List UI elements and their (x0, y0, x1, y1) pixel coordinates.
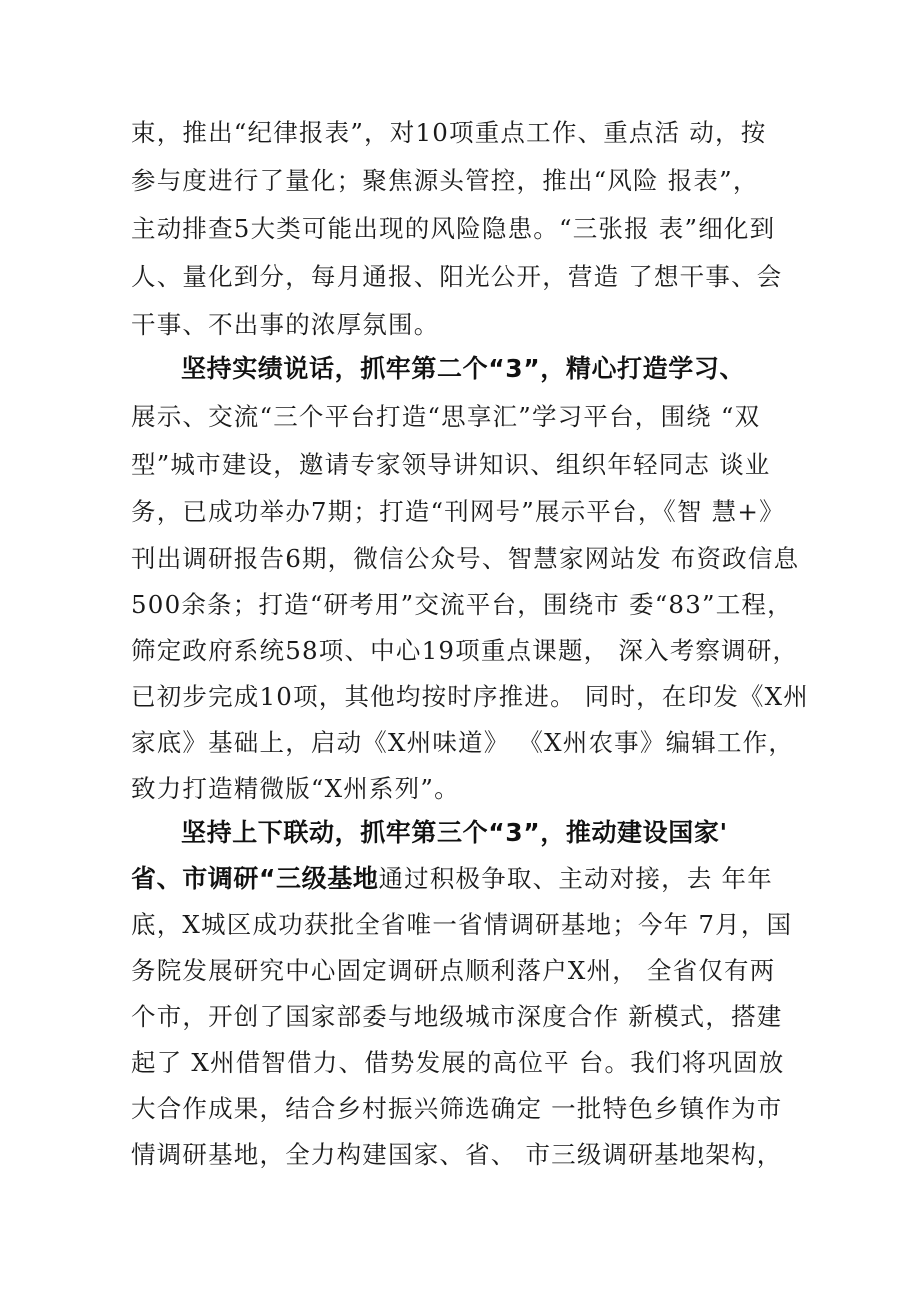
text-line: 筛定政府系统58项、中心19项重点课题， 深入考察调研， (131, 636, 799, 665)
text-line: 底，X城区成功获批全省唯一省情调研基地；今年 7月，国 (131, 910, 793, 939)
text-line: 束，推出“纪律报表”，对10项重点工作、重点活 动，按 (131, 118, 767, 147)
text-line: 家底》基础上，启动《X州味道》 《X州农事》编辑工作， (131, 728, 795, 757)
text-line: 主动排查5大类可能出现的风险隐患。“三张报 表”细化到 (131, 214, 776, 243)
section-heading: 坚持上下联动，抓牢第三个“3”，推动建设国家' (181, 818, 728, 847)
text-line: 务院发展研究中心固定调研点顺利落户X州， 全省仅有两 (131, 956, 776, 985)
text-line: 大合作成果，结合乡村振兴筛选确定 一批特色乡镇作为市 (131, 1094, 783, 1123)
text-line: 型”城市建设，邀请专家领导讲知识、组织年轻同志 谈业 (131, 450, 771, 479)
text-line: 务，已成功举办7期；打造“刊网号”展示平台，《智 慧+》 (131, 497, 785, 526)
text-line: 干事、不出事的浓厚氛围。 (131, 310, 440, 339)
text-line: 已初步完成10项，其他均按时序推进。 同时，在印发《X州 (131, 682, 810, 711)
section-heading: 坚持实绩说话，抓牢第二个“3”，精心打造学习、 (181, 354, 746, 383)
text-line: 情调研基地，全力构建国家、省、 市三级调研基地架构， (131, 1140, 783, 1169)
text-line (131, 859, 811, 899)
text-line: 展示、交流“三个平台打造“思享汇”学习平台，围绕 “双 (131, 402, 761, 431)
text-line: 刊出调研报告6期，微信公众号、智慧家网站发 布资政信息 (131, 544, 800, 573)
text-line: 致力打造精微版“X州系列”。 (131, 774, 460, 803)
text-line: 人、量化到分，每月通报、阳光公开，营造 了想干事、会 (131, 262, 783, 291)
text-line: 500余条；打造“研考用”交流平台，围绕市 委“83”工程， (131, 590, 793, 619)
inline-heading: 省、市调研“三级基地 (131, 864, 379, 893)
text-line: 个市，开创了国家部委与地级城市深度合作 新模式，搭建 (131, 1002, 783, 1031)
inline-text: 通过积极争取、主动对接，去 年年 (378, 864, 773, 893)
text-line: 参与度进行了量化；聚焦源头管控，推出“风险 报表”， (131, 166, 759, 195)
text-line: 起了 X州借智借力、借势发展的高位平 台。我们将巩固放 (131, 1048, 785, 1077)
